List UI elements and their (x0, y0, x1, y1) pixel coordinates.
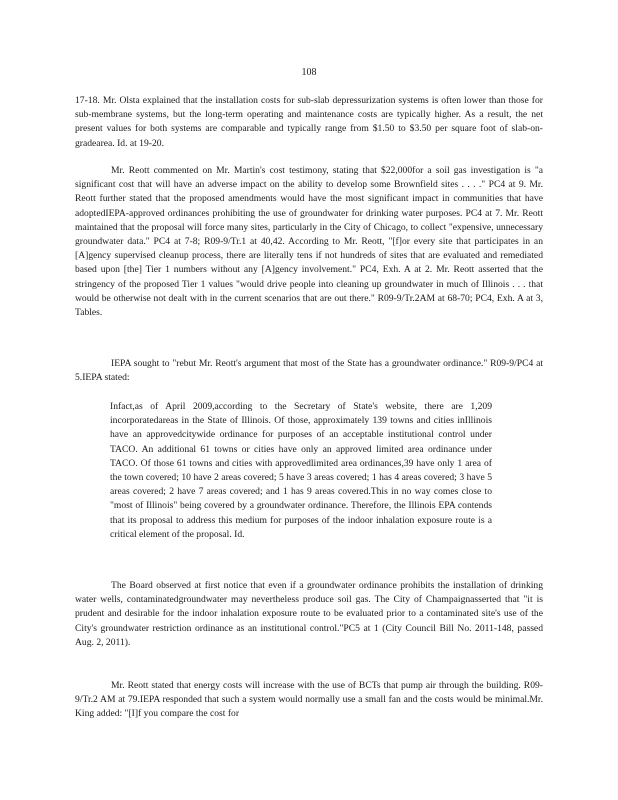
paragraph-board-observation: The Board observed at first notice that even if a groundwater ordinance prohibits the installation of drinking water wells, contaminatedgroundwater may nevertheless produce soil gas. The City of Champaignasserted that "it is prudent and desirable for the indoor inhalation exposure route to be evaluated prior to a contaminated site's use of the City's groundwater restriction ordinance as an institutional control."PC5 at 1 (City Council Bill No. 2011-148, passed Aug. 2, 2011). (75, 580, 543, 648)
paragraph-olsta-costs: 17-18. Mr. Olsta explained that the installation costs for sub-slab depressurization systems is often lower than those for sub-membrane systems, but the long-term operating and maintenance costs are typically higher. As a result, the net present values for both systems are comparable and typically range from $1.50 to $3.50 per square foot of slab-on-gradearea. Id. at 19-20. (75, 95, 543, 149)
paragraph-energy-costs: Mr. Reott stated that energy costs will increase with the use of BCTs that pump air through the building. R09-9/Tr.2 AM at 79.IEPA responded that such a system would normally use a small fan and the costs would be minimal.Mr. King added: "[I]f you compare the cost for (75, 680, 543, 720)
paragraph-reott-comments: Mr. Reott commented on Mr. Martin's cost testimony, stating that $22,000for a soil gas investigation is "a significant cost that will have an adverse impact on the ability to develop some Brownfield sites . . . ." PC4 at 9. Mr. Reott further stated that the proposed amendments would have the most significant impact in communities that have adoptedIEPA-approved ordinances prohibiting the use of groundwater for drinking water purposes. PC4 at 7. Mr. Reott maintained that the proposal will force many sites, particularly in the City of Chicago, to collect "expensive, unnecessary groundwater data." PC4 at 7-8; R09-9/Tr.1 at 40,42. According to Mr. Reott, "[f]or every site that participates in an [A]gency supervised cleanup process, there are literally tens if not hundreds of sites that are evaluated and remediated based upon [the] Tier 1 numbers without any [A]gency involvement." PC4, Exh. A at 2. Mr. Reott asserted that the stringency of the proposed Tier 1 values "would drive people into cleaning up groundwater in much of Illinois . . . that would be otherwise not dealt with in the current scenarios that are out there." R09-9/Tr.2AM at 68-70; PC4, Exh. A at 3, Tables. (75, 165, 543, 319)
block-quote-iepa: Infact,as of April 2009,according to the Secretary of State's website, there are 1,209 incorporatedareas in the State of Illinois. Of those, approximately 139 towns and cities inIllinois have an approvedcitywide ordinance for purposes of an acceptable institutional control under TACO. An additional 61 towns or cities have only an approved limited area ordinance under TACO. Of those 61 towns and cities with approvedlimited area ordinances,39 have only 1 area of the town covered; 10 have 2 areas covered; 5 have 3 areas covered; 1 has 4 areas covered; 3 have 5 areas covered; 2 have 7 areas covered; and 1 has 9 areas covered.This in no way comes close to "most of Illinois" being covered by a groundwater ordinance. Therefore, the Illinois EPA contends that its proposal to address this medium for purposes of the indoor inhalation exposure route is a critical element of the proposal. Id. (110, 401, 492, 540)
paragraph-iepa-rebuttal: IEPA sought to "rebut Mr. Reott's argument that most of the State has a groundwater ordinance." R09-9/PC4 at 5.IEPA stated: (75, 358, 543, 384)
page-number: 108 (301, 67, 317, 78)
